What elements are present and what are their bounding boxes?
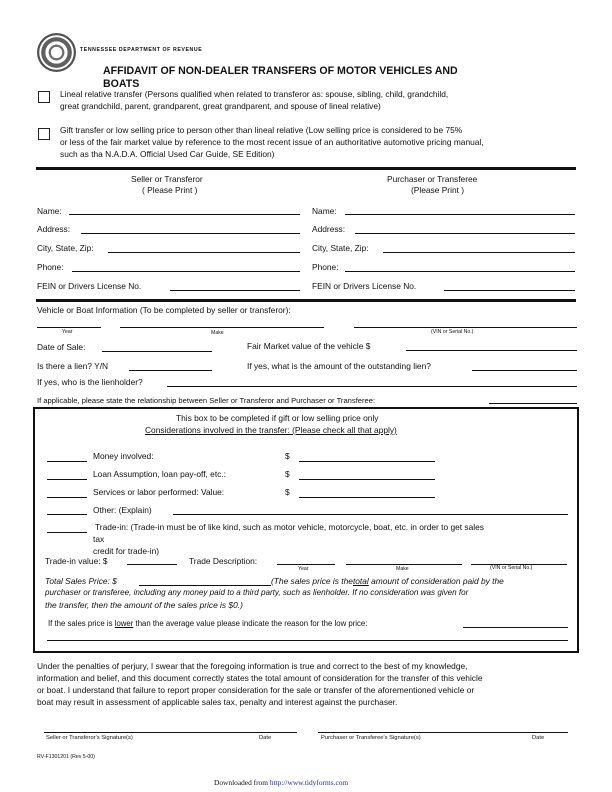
- tidyforms-link[interactable]: http://www.tidyforms.com: [269, 778, 349, 787]
- total-note-a: (The sales price is the: [271, 576, 353, 586]
- tradein-check-input[interactable]: [47, 532, 87, 533]
- lower-underlined: lower: [114, 619, 134, 628]
- loan-currency: $: [285, 469, 290, 479]
- vehicle-year-input[interactable]: [37, 327, 101, 328]
- purchaser-name-label: Name:: [312, 206, 337, 216]
- purchaser-signature-input[interactable]: [318, 732, 568, 733]
- seller-address-input[interactable]: [81, 233, 300, 234]
- loan-check-input[interactable]: [47, 479, 87, 480]
- relationship-label: If applicable, please state the relationship between Seller or Transferor and Purchaser or Transferee:: [37, 396, 376, 405]
- vehicle-vin-caption: (VIN or Serial No.): [431, 329, 474, 335]
- other-label: Other: (Explain): [93, 505, 152, 515]
- lien-question-label: Is there a lien? Y/N: [37, 361, 109, 371]
- seller-name-label: Name:: [37, 206, 62, 216]
- seller-heading: Seller or Transferor: [131, 174, 203, 184]
- services-currency: $: [285, 487, 290, 497]
- seller-address-label: Address:: [37, 224, 71, 234]
- form-number: RV-F1301201 (Rev 5-00): [37, 754, 95, 760]
- lower-a: If the sales price is: [48, 619, 115, 628]
- date-of-sale-input[interactable]: [102, 351, 212, 352]
- other-explain-input[interactable]: [173, 514, 568, 515]
- seller-fein-input[interactable]: [170, 290, 300, 291]
- tradein-value-label: Trade-in value: $: [45, 556, 108, 566]
- attestation-line-4: boat may result in assessment of applicable sales tax, penalty and interest against the purchaser.: [37, 697, 398, 707]
- vehicle-vin-input[interactable]: [354, 327, 577, 328]
- purchaser-heading: Purchaser or Transferee: [387, 174, 478, 184]
- purchaser-address-input[interactable]: [355, 233, 575, 234]
- section-divider: [36, 167, 576, 170]
- seller-signature-caption: Seller or Transferor's Signature(s): [46, 735, 133, 741]
- seller-date-caption: Date: [259, 735, 272, 741]
- trade-description-label: Trade Description:: [189, 556, 258, 566]
- tradein-text-2: tax: [93, 534, 105, 544]
- low-price-reason-input[interactable]: [463, 627, 568, 628]
- loan-label: Loan Assumption, loan pay-off, etc.:: [93, 469, 226, 479]
- money-check-input[interactable]: [47, 461, 87, 462]
- tradein-text-1: Trade-in: (Trade-in must be of like kind, such as motor vehicle, motorcycle, boat, etc. in order to get sales: [95, 522, 484, 532]
- purchaser-fein-label: FEIN or Drivers License No.: [312, 281, 417, 291]
- trade-year-input[interactable]: [277, 564, 335, 565]
- trade-make-caption: Make: [396, 566, 409, 572]
- lien-yn-input[interactable]: [129, 370, 212, 371]
- purchaser-address-label: Address:: [312, 224, 346, 234]
- seller-subheading: ( Please Print ): [142, 185, 198, 195]
- fair-market-label: Fair Market value of the vehicle $: [247, 341, 371, 351]
- fair-market-input[interactable]: [406, 350, 577, 351]
- tradein-value-input[interactable]: [127, 564, 177, 565]
- seller-city-input[interactable]: [108, 252, 300, 253]
- seller-phone-input[interactable]: [72, 271, 300, 272]
- lien-amount-label: If yes, what is the amount of the outstanding lien?: [247, 361, 431, 371]
- purchaser-date-caption: Date: [532, 735, 545, 741]
- purchaser-phone-label: Phone:: [312, 262, 339, 272]
- money-currency: $: [285, 451, 290, 461]
- box-subheading: Considerations involved in the transfer: (Please check all that apply): [145, 425, 397, 435]
- lienholder-input[interactable]: [167, 386, 577, 387]
- total-sales-note: [271, 577, 504, 585]
- loan-amount-input[interactable]: [299, 479, 435, 480]
- lineal-transfer-text-1: Lineal relative transfer (Persons qualified when related to transferor as: spouse, sibling, child, grandchild,: [60, 89, 449, 99]
- attestation-line-1: Under the penalties of perjury, I swear that the foregoing information is true and correct to the best of my knowledge,: [37, 661, 468, 671]
- total-sales-note-2: purchaser or transferee, including any money paid to a third party, such as lienholder. If no consideration was given for: [45, 588, 469, 597]
- section-divider: [36, 299, 576, 302]
- purchaser-phone-input[interactable]: [345, 271, 575, 272]
- trade-vin-caption: (VIN or Serial No.): [490, 565, 533, 571]
- lineal-transfer-checkbox[interactable]: [38, 91, 50, 103]
- total-sales-note-3: the transfer, then the amount of the sales price is $0.): [45, 600, 243, 610]
- form-title-line1: AFFIDAVIT OF NON-DEALER TRANSFERS OF MOTOR VEHICLES AND: [103, 65, 458, 77]
- vehicle-make-caption: Make: [211, 330, 224, 336]
- vehicle-make-input[interactable]: [120, 327, 324, 328]
- gift-transfer-checkbox[interactable]: [38, 128, 50, 140]
- purchaser-fein-input[interactable]: [444, 290, 575, 291]
- lower-price-label: [48, 620, 367, 628]
- low-price-reason-input-2[interactable]: [47, 640, 568, 641]
- trade-make-input[interactable]: [346, 564, 462, 565]
- box-heading: This box to be completed if gift or low selling price only: [176, 413, 379, 423]
- tradein-text-3: credit for trade-in): [93, 546, 160, 556]
- other-check-input[interactable]: [47, 514, 87, 515]
- total-sales-input[interactable]: [139, 585, 271, 586]
- download-notice: [214, 779, 348, 786]
- form-title-line2: BOATS: [103, 78, 140, 90]
- download-prefix: Downloaded from: [214, 778, 270, 787]
- purchaser-signature-caption: Purchaser or Transferee's Signature(s): [321, 735, 421, 741]
- trade-year-caption: Year: [298, 566, 309, 572]
- gift-transfer-text-2: or less of the fair market value by reference to the most recent issue of an authoritative automotive pricing manual,: [60, 137, 484, 147]
- money-label: Money involved:: [93, 451, 154, 461]
- purchaser-name-input[interactable]: [345, 214, 575, 215]
- seller-signature-input[interactable]: [44, 732, 297, 733]
- total-note-underlined: total: [352, 576, 369, 586]
- services-check-input[interactable]: [47, 497, 87, 498]
- purchaser-subheading: (Please Print ): [411, 185, 465, 195]
- department-name: TENNESSEE DEPARTMENT OF REVENUE: [80, 47, 203, 53]
- total-note-b: amount of consideration paid by the: [368, 576, 504, 586]
- gift-transfer-text-3: such as tha N.A.D.A. Official Used Car Guide, SE Edition): [60, 149, 275, 159]
- services-label: Services or labor performed: Value:: [93, 487, 225, 497]
- attestation-line-2: information and belief, and this document correctly states the total amount of consideration for the transfer of this vehicle: [37, 673, 483, 683]
- lien-amount-input[interactable]: [472, 370, 577, 371]
- money-amount-input[interactable]: [299, 461, 435, 462]
- date-of-sale-label: Date of Sale:: [37, 342, 86, 352]
- seller-phone-label: Phone:: [37, 262, 64, 272]
- seller-name-input[interactable]: [69, 214, 300, 215]
- seller-fein-label: FEIN or Drivers License No.: [37, 281, 142, 291]
- lineal-transfer-text-2: great grandchild, parent, grandparent, great grandparent, and spouse of lineal relative): [60, 101, 381, 111]
- gift-transfer-text-1: Gift transfer or low selling price to person other than lineal relative (Low selling price is considered to be 75%: [60, 125, 463, 135]
- lienholder-label: If yes, who is the lienholder?: [37, 377, 143, 387]
- purchaser-city-input[interactable]: [383, 252, 575, 253]
- vehicle-heading: Vehicle or Boat Information (To be completed by seller or transferor):: [37, 305, 291, 315]
- attestation-line-3: or boat. I understand that failure to report proper consideration for the sale or transfer of the aforementioned vehicle or: [37, 685, 475, 695]
- lower-b: than the average value please indicate the reason for the low price:: [133, 619, 368, 628]
- vehicle-year-caption: Year: [62, 329, 73, 335]
- relationship-input[interactable]: [489, 403, 577, 404]
- services-amount-input[interactable]: [299, 497, 435, 498]
- total-sales-label: Total Sales Price: $: [45, 576, 117, 586]
- state-seal-icon: [37, 33, 76, 72]
- purchaser-city-label: City, State, Zip:: [312, 243, 369, 253]
- seller-city-label: City, State, Zip:: [37, 243, 94, 253]
